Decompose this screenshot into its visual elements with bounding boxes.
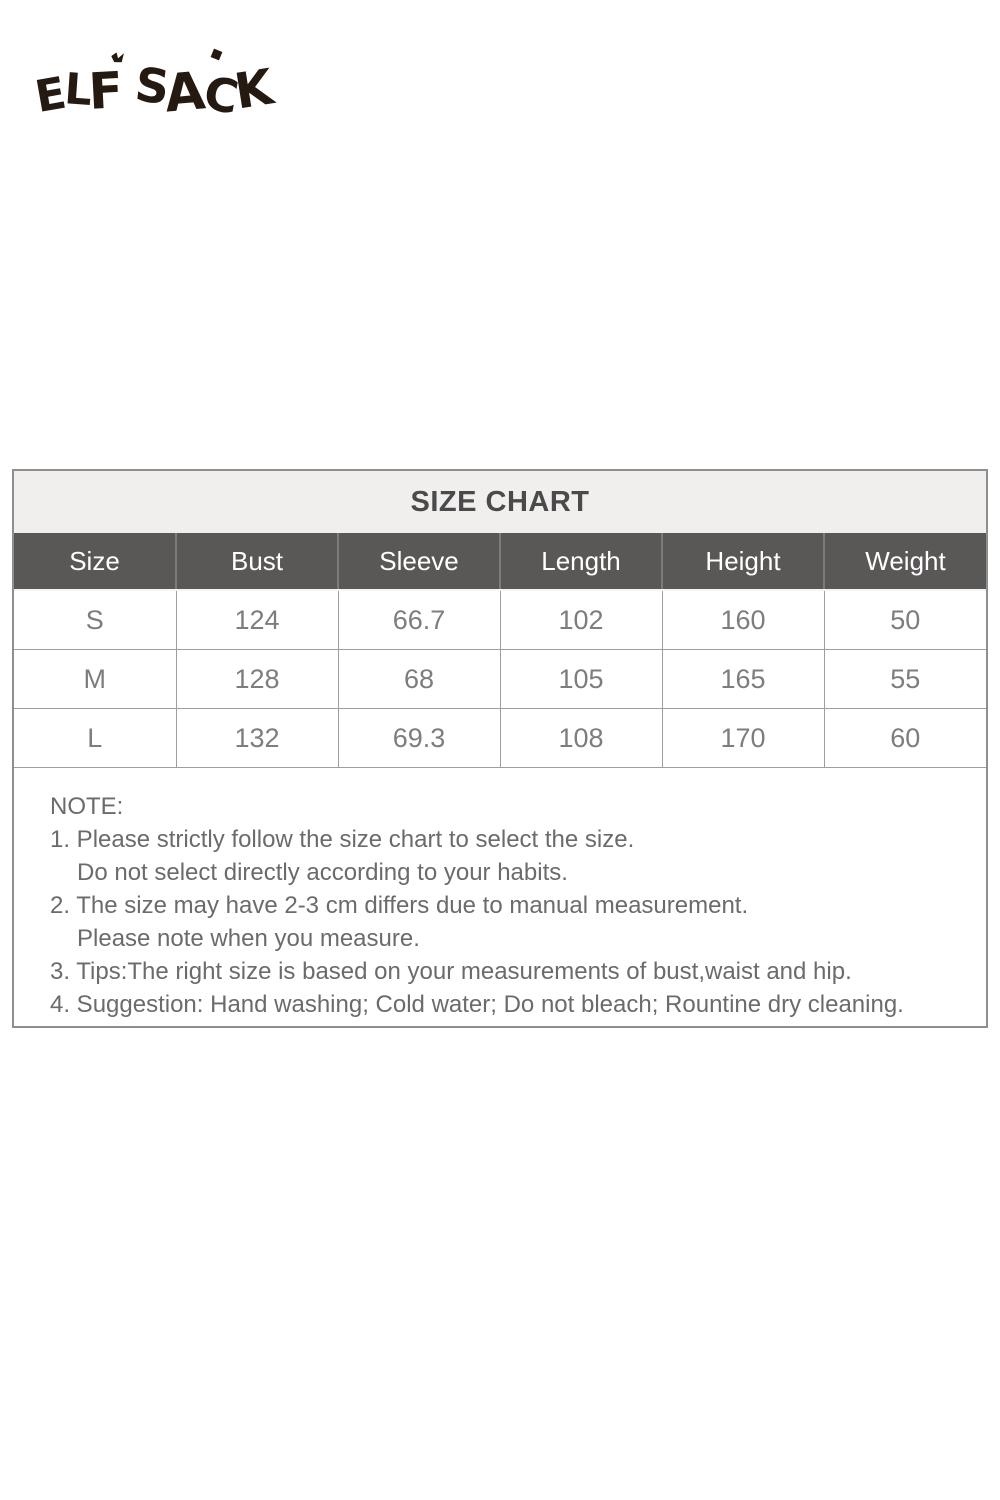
column-header-length: Length xyxy=(500,533,662,590)
notes-heading: NOTE: xyxy=(50,793,124,820)
note-line-2b: Please note when you measure. xyxy=(77,925,420,952)
size-chart-title: SIZE CHART xyxy=(14,471,986,533)
cell-height: 170 xyxy=(662,709,824,768)
header-row xyxy=(14,533,986,590)
table-row-size-s xyxy=(14,590,986,650)
column-header-size: Size xyxy=(14,533,176,590)
logo-letter: F xyxy=(87,61,123,121)
logo-letter: C xyxy=(199,65,241,124)
column-header-height: Height xyxy=(662,533,824,590)
table-row-size-l xyxy=(14,709,986,768)
notes-section xyxy=(14,768,986,1026)
size-chart-body xyxy=(14,590,986,768)
cell-bust: 124 xyxy=(176,590,338,650)
logo-letter: S xyxy=(131,57,171,116)
logo-letter: K xyxy=(230,58,275,121)
column-header-bust: Bust xyxy=(176,533,338,590)
cell-sleeve: 69.3 xyxy=(338,709,500,768)
note-line-1b: Do not select directly according to your habits. xyxy=(77,859,568,886)
logo-letter: E xyxy=(31,68,68,124)
cell-sleeve: 66.7 xyxy=(338,590,500,650)
size-chart-header xyxy=(14,533,986,590)
cell-length: 105 xyxy=(500,650,662,709)
cell-weight: 55 xyxy=(824,650,986,709)
cell-size: M xyxy=(14,650,176,709)
cell-length: 102 xyxy=(500,590,662,650)
logo-letter: L xyxy=(62,64,92,117)
column-header-sleeve: Sleeve xyxy=(338,533,500,590)
cell-bust: 132 xyxy=(176,709,338,768)
cell-length: 108 xyxy=(500,709,662,768)
cell-weight: 60 xyxy=(824,709,986,768)
cell-size: S xyxy=(14,590,176,650)
note-line-1: 1. Please strictly follow the size chart to select the size. xyxy=(50,826,635,853)
elf-sack-logo xyxy=(31,44,275,125)
table-row-size-m xyxy=(14,650,986,709)
note-line-2: 2. The size may have 2-3 cm differs due to manual measurement. xyxy=(50,892,749,919)
cell-height: 165 xyxy=(662,650,824,709)
cell-height: 160 xyxy=(662,590,824,650)
size-chart-table xyxy=(14,533,986,768)
cell-weight: 50 xyxy=(824,590,986,650)
note-line-3: 3. Tips:The right size is based on your measurements of bust,waist and hip. xyxy=(50,958,852,985)
cell-size: L xyxy=(14,709,176,768)
column-header-weight: Weight xyxy=(824,533,986,590)
size-chart-box xyxy=(12,469,988,1028)
cell-bust: 128 xyxy=(176,650,338,709)
logo-letter: A xyxy=(162,61,207,125)
cell-sleeve: 68 xyxy=(338,650,500,709)
note-line-4: 4. Suggestion: Hand washing; Cold water; Do not bleach; Rountine dry cleaning. xyxy=(50,991,904,1018)
